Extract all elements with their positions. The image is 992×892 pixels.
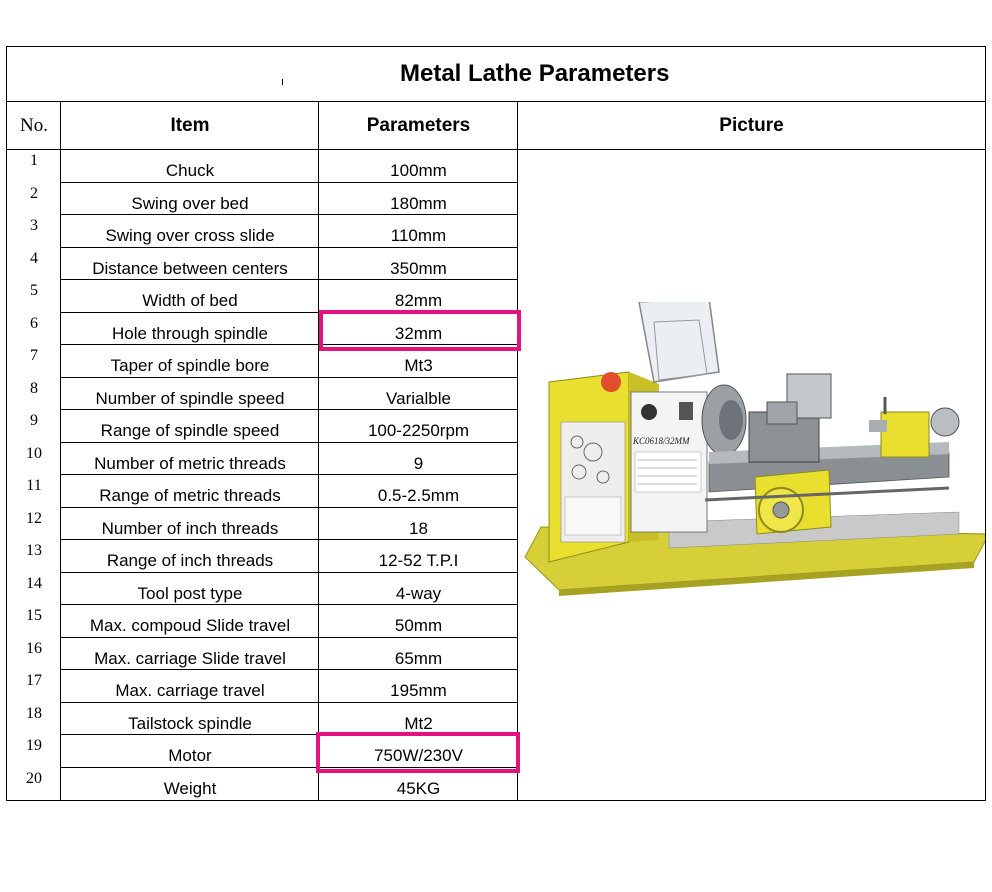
row-number: 3 [30, 217, 38, 234]
parameter-cell: 32mm [394, 323, 443, 343]
parameter-cell: 350mm [390, 258, 447, 278]
row-number: 14 [26, 574, 42, 592]
row-number: 18 [26, 704, 42, 722]
parameter-cell: 100mm [390, 161, 447, 180]
title-row [7, 47, 985, 102]
table-row [7, 638, 518, 671]
item-cell: Tool post type [137, 583, 243, 603]
table-row [7, 443, 518, 476]
table-row [7, 670, 518, 703]
item-cell: Number of inch threads [101, 518, 279, 538]
parameter-cell: Mt2 [404, 713, 433, 733]
table-row [7, 150, 518, 183]
table-row [7, 540, 518, 573]
item-cell: Number of metric threads [94, 453, 286, 473]
item-cell: Max. carriage travel [115, 681, 265, 700]
row-number: 12 [26, 509, 42, 527]
row-number: 1 [30, 152, 38, 169]
parameter-cell: 82mm [394, 291, 443, 310]
item-cell: Weight [163, 778, 217, 798]
parameter-cell: 195mm [390, 681, 447, 700]
row-number: 17 [26, 672, 42, 689]
header-no: No. [7, 102, 61, 150]
row-number: 5 [30, 282, 38, 299]
highlight-box-motor [316, 732, 520, 773]
item-cell: Chuck [165, 161, 215, 180]
item-cell: Range of spindle speed [100, 421, 280, 440]
item-cell: Number of spindle speed [95, 388, 285, 408]
row-number: 4 [30, 249, 38, 267]
item-cell: Range of metric threads [99, 486, 281, 505]
table-row [7, 280, 518, 313]
page-title: Metal Lathe Parameters [400, 60, 670, 87]
item-cell: Swing over bed [131, 193, 249, 213]
highlight-box-spindle [319, 310, 521, 351]
parameter-cell: 180mm [390, 193, 447, 213]
parameter-cell: Varialble [386, 388, 451, 408]
item-cell: Max. carriage Slide travel [94, 648, 286, 668]
parameter-cell: 110mm [390, 226, 447, 245]
item-cell: Hole through spindle [112, 323, 268, 343]
table-row [7, 508, 518, 541]
parameter-cell: 750W/230V [374, 746, 463, 765]
parameter-cell: 9 [413, 453, 424, 473]
parameter-cell: Mt3 [404, 356, 433, 375]
parameter-cell: 0.5-2.5mm [377, 486, 460, 505]
item-cell: Swing over cross slide [105, 226, 275, 245]
lathe-model-label: KC0618/32MM [633, 436, 690, 446]
table-row [7, 475, 518, 508]
table-row [7, 215, 518, 248]
parameter-cell: 65mm [394, 648, 443, 668]
item-cell: Motor [168, 746, 212, 765]
row-number: 2 [30, 184, 38, 202]
parameter-cell: 100-2250rpm [367, 421, 470, 440]
header-item: Item [61, 102, 319, 150]
parameters-table [6, 46, 986, 801]
table-row [7, 183, 518, 216]
header-picture: Picture [518, 102, 985, 150]
table-row [7, 248, 518, 281]
table-row [7, 703, 518, 736]
table-row [7, 410, 518, 443]
row-number: 15 [26, 607, 42, 624]
parameter-cell: 12-52 T.P.I [378, 551, 459, 570]
item-cell: Tailstock spindle [128, 713, 252, 733]
row-number: 10 [26, 444, 42, 462]
item-cell: Width of bed [142, 291, 238, 310]
table-row [7, 605, 518, 638]
parameter-cell: 45KG [396, 778, 441, 798]
parameter-cell: 18 [409, 518, 428, 538]
row-number: 20 [26, 769, 42, 787]
row-number: 19 [26, 737, 42, 754]
item-cell: Taper of spindle bore [110, 356, 270, 375]
row-number: 16 [26, 639, 42, 657]
table-row [7, 573, 518, 606]
row-number: 13 [26, 542, 42, 559]
row-number: 7 [30, 347, 38, 364]
parameter-cell: 4-way [395, 583, 442, 603]
item-cell: Max. compoud Slide travel [89, 616, 291, 635]
item-cell: Range of inch threads [106, 551, 274, 570]
table-row [7, 378, 518, 411]
parameter-cell: 50mm [394, 616, 443, 635]
stray-mark [282, 79, 283, 85]
row-number: 11 [26, 477, 42, 494]
lathe-picture [519, 302, 985, 647]
row-number: 9 [30, 412, 38, 429]
header-parameters: Parameters [319, 102, 518, 150]
row-number: 6 [30, 314, 38, 332]
row-number: 8 [30, 379, 38, 397]
item-cell: Distance between centers [92, 258, 288, 278]
